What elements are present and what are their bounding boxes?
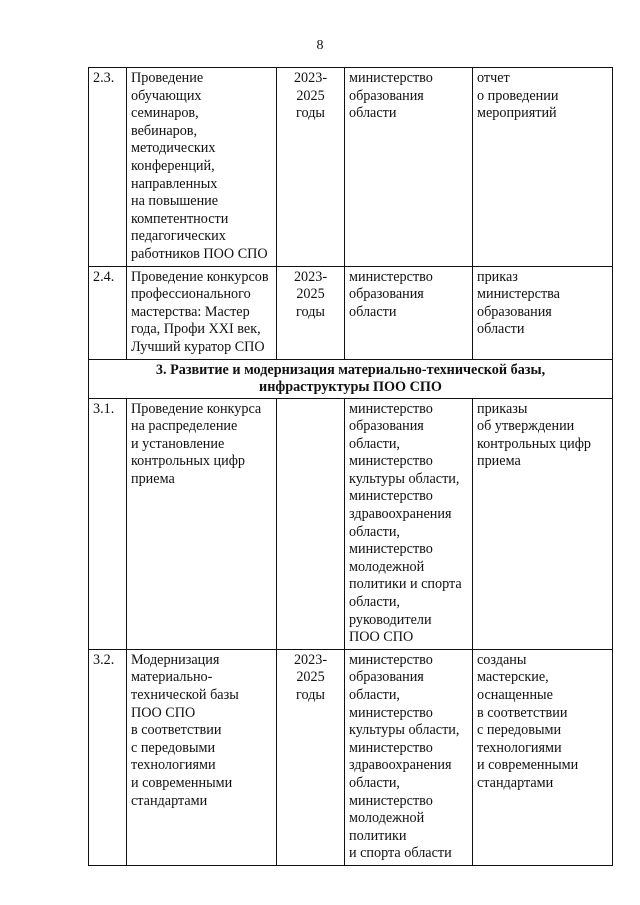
responsible-cell: министерство образования области bbox=[345, 68, 473, 267]
table-row bbox=[89, 266, 613, 359]
term-cell: 2023- 2025 годы bbox=[277, 649, 345, 865]
table-row bbox=[89, 398, 613, 649]
responsible-cell: министерство образования области bbox=[345, 266, 473, 359]
result-cell: созданы мастерские, оснащенные в соответствии с передовыми технологиями и современными стандартами bbox=[473, 649, 613, 865]
activity-cell: Модернизация материально- технической базы ПОО СПО в соответствии с передовыми технологиями и современными стандартами bbox=[127, 649, 277, 865]
section-title: 3. Развитие и модернизация материально-технической базы, инфраструктуры ПОО СПО bbox=[89, 359, 613, 398]
term-cell bbox=[277, 398, 345, 649]
row-number: 3.2. bbox=[89, 649, 127, 865]
term-cell: 2023- 2025 годы bbox=[277, 68, 345, 267]
row-number: 3.1. bbox=[89, 398, 127, 649]
section-header-row bbox=[89, 359, 613, 398]
activity-cell: Проведение обучающих семинаров, вебинаров, методических конференций, направленных на повышение компетентности педагогических работников ПОО СПО bbox=[127, 68, 277, 267]
term-cell: 2023- 2025 годы bbox=[277, 266, 345, 359]
result-cell: приказ министерства образования области bbox=[473, 266, 613, 359]
plan-table bbox=[88, 67, 613, 866]
responsible-cell: министерство образования области, министерство культуры области, министерство здравоохранения области, министерство молодежной политики и спорта области, руководители ПОО СПО bbox=[345, 398, 473, 649]
row-number: 2.3. bbox=[89, 68, 127, 267]
table-row bbox=[89, 649, 613, 865]
table-row bbox=[89, 68, 613, 267]
activity-cell: Проведение конкурса на распределение и установление контрольных цифр приема bbox=[127, 398, 277, 649]
responsible-cell: министерство образования области, министерство культуры области, министерство здравоохранения области, министерство молодежной политики и спорта области bbox=[345, 649, 473, 865]
activity-cell: Проведение конкурсов профессионального мастерства: Мастер года, Профи XXI век, Лучший куратор СПО bbox=[127, 266, 277, 359]
page-number: 8 bbox=[316, 38, 324, 53]
result-cell: отчет о проведении мероприятий bbox=[473, 68, 613, 267]
result-cell: приказы об утверждении контрольных цифр приема bbox=[473, 398, 613, 649]
row-number: 2.4. bbox=[89, 266, 127, 359]
